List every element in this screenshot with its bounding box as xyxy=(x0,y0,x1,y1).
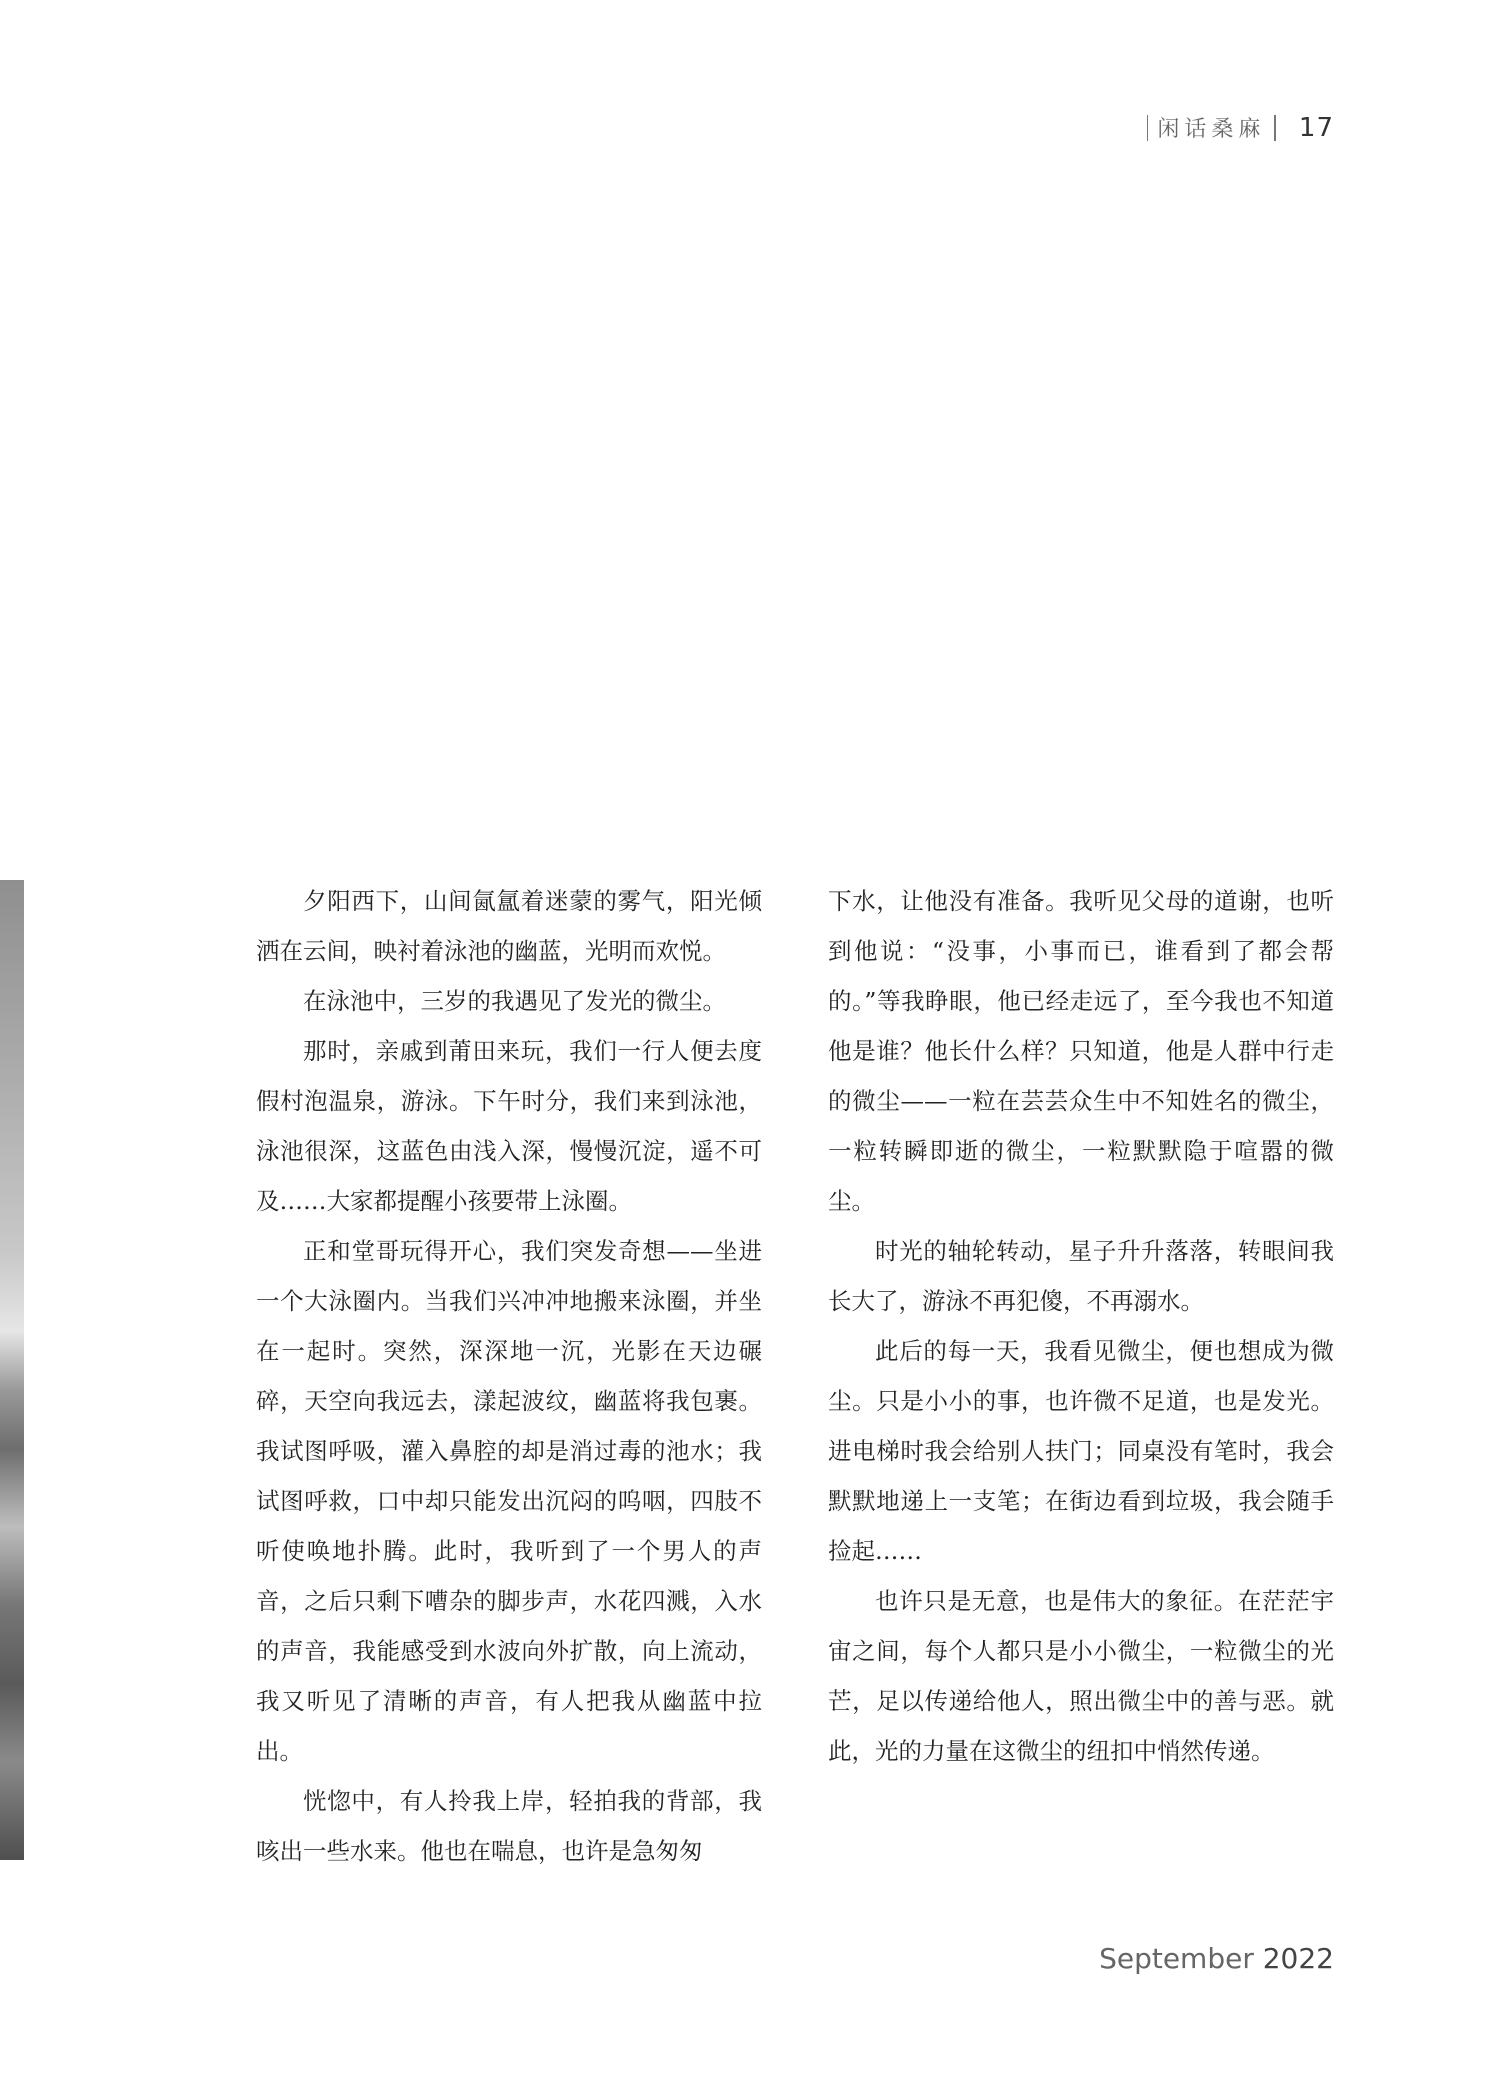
issue-date xyxy=(1099,1942,1334,1975)
issue-year: 2022 xyxy=(1262,1942,1334,1975)
header-divider-right xyxy=(1274,115,1276,141)
paragraph: 也许只是无意，也是伟大的象征。在茫茫宇宙之间，每个人都只是小小微尘，一粒微尘的光芒，足以传递给他人，照出微尘中的善与恶。就此，光的力量在这微尘的纽扣中悄然传递。 xyxy=(828,1587,1334,1765)
paragraph: 恍惚中，有人拎我上岸，轻拍我的背部，我咳出一些水来。他也在喘息，也许是急匆匆 xyxy=(256,1787,762,1865)
header-divider-left xyxy=(1147,115,1149,141)
article-column-left xyxy=(256,876,762,1876)
edge-photo-strip xyxy=(0,880,24,1860)
paragraph: 那时，亲戚到莆田来玩，我们一行人便去度假村泡温泉，游泳。下午时分，我们来到泳池，泳池很深，这蓝色由浅入深，慢慢沉淀，遥不可及……大家都提醒小孩要带上泳圈。 xyxy=(256,1037,762,1215)
page-number: 17 xyxy=(1298,112,1334,143)
paragraph-continuation: 下水，让他没有准备。我听见父母的道谢，也听到他说：“没事，小事而已，谁看到了都会帮的。”等我睁眼，他已经走远了，至今我也不知道他是谁？他长什么样？只知道，他是人群中行走的微尘——一粒在芸芸众生中不知姓名的微尘，一粒转瞬即逝的微尘，一粒默默隐于喧嚣的微尘。 xyxy=(828,887,1334,1215)
paragraph: 此后的每一天，我看见微尘，便也想成为微尘。只是小小的事，也许微不足道，也是发光。进电梯时我会给别人扶门；同桌没有笔时，我会默默地递上一支笔；在街边看到垃圾，我会随手捡起…… xyxy=(828,1337,1334,1565)
paragraph: 正和堂哥玩得开心，我们突发奇想——坐进一个大泳圈内。当我们兴冲冲地搬来泳圈，并坐在一起时。突然，深深地一沉，光影在天边碾碎，天空向我远去，漾起波纹，幽蓝将我包裹。我试图呼吸，灌入鼻腔的却是消过毒的池水；我试图呼救，口中却只能发出沉闷的呜咽，四肢不听使唤地扑腾。此时，我听到了一个男人的声音，之后只剩下嘈杂的脚步声，水花四溅，入水的声音，我能感受到水波向外扩散，向上流动，我又听见了清晰的声音，有人把我从幽蓝中拉出。 xyxy=(256,1237,762,1765)
paragraph: 夕阳西下，山间氤氲着迷蒙的雾气，阳光倾洒在云间，映衬着泳池的幽蓝，光明而欢悦。 xyxy=(256,887,762,965)
section-title: 闲话桑麻 xyxy=(1157,117,1266,142)
running-header xyxy=(1138,112,1334,143)
paragraph: 在泳池中，三岁的我遇见了发光的微尘。 xyxy=(303,987,726,1015)
issue-month: September xyxy=(1099,1942,1254,1975)
article-column-right xyxy=(828,876,1334,1776)
paragraph: 时光的轴轮转动，星子升升落落，转眼间我长大了，游泳不再犯傻，不再溺水。 xyxy=(828,1237,1334,1315)
